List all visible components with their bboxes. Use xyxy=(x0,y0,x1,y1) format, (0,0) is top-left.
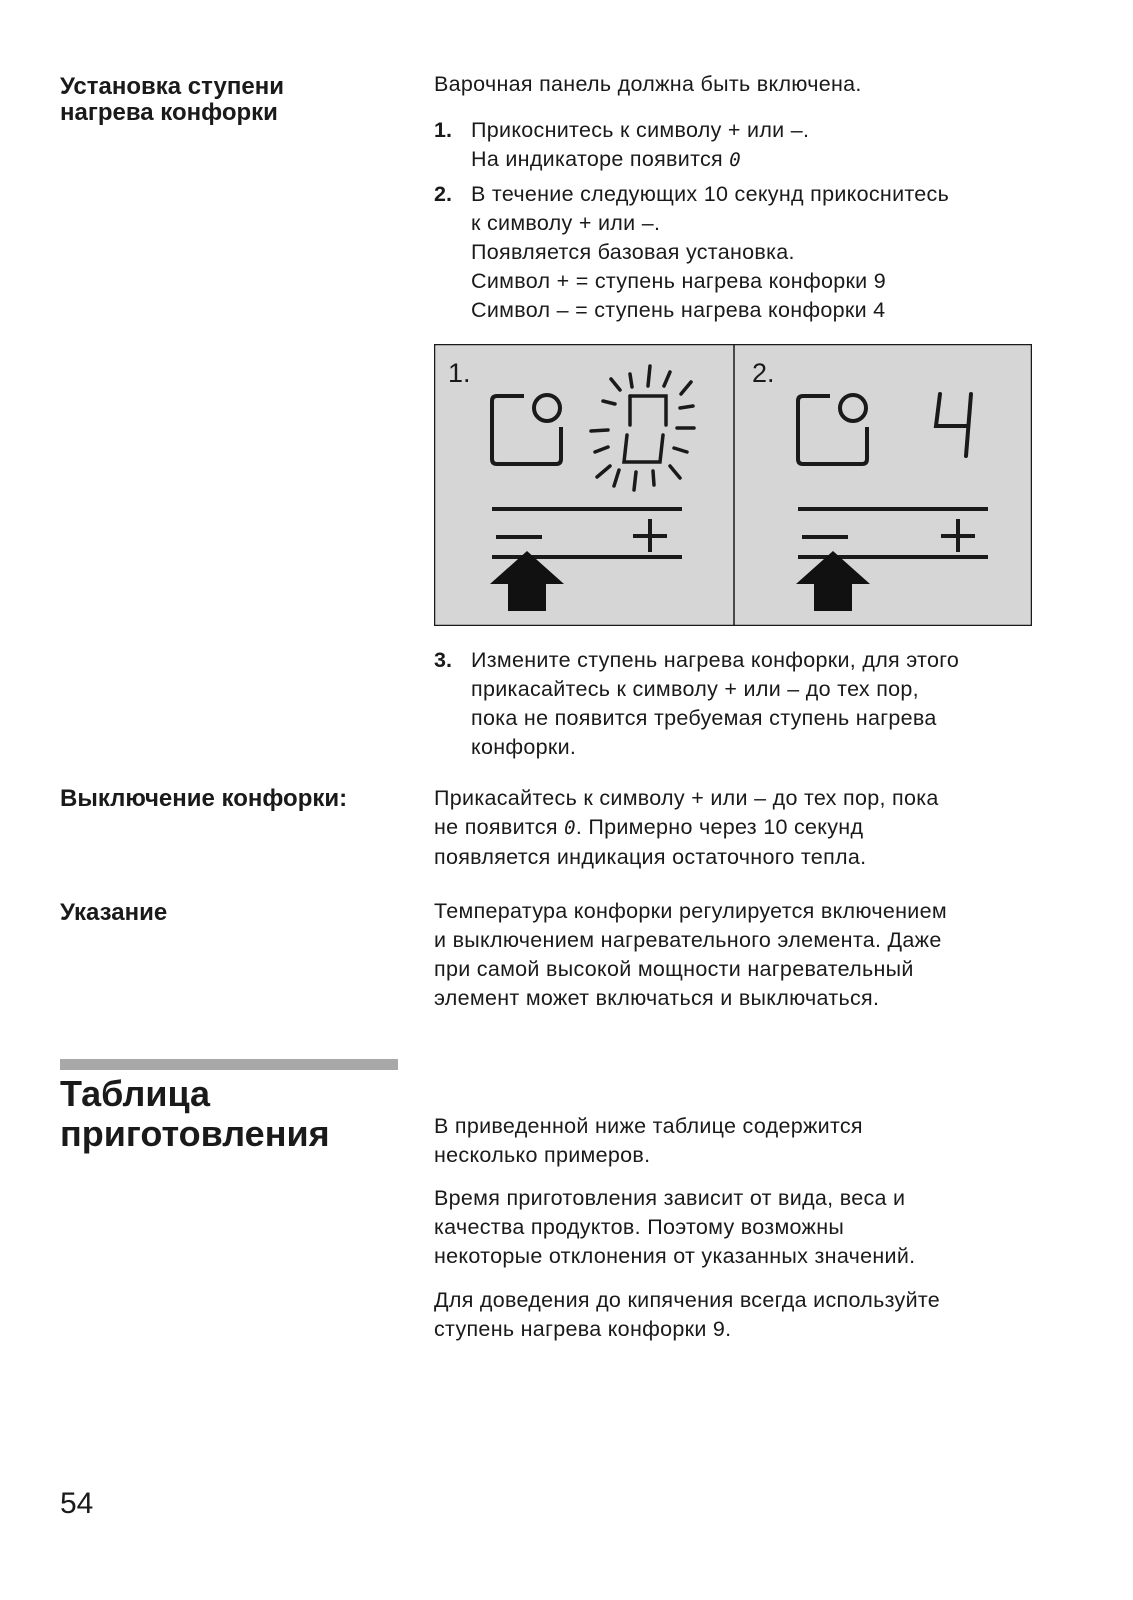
step-line: прикасайтесь к символу + или – до тех пор, xyxy=(471,677,919,701)
step-line: пока не появится требуемая ступень нагрева xyxy=(471,706,937,730)
step-number: 3. xyxy=(434,648,452,672)
step-line: конфорки. xyxy=(471,735,577,759)
step-number: 1. xyxy=(434,118,452,142)
title-line: приготовления xyxy=(60,1113,330,1154)
page-number: 54 xyxy=(60,1487,94,1520)
table-paragraph-1 xyxy=(434,1112,1074,1170)
control-panel-figure xyxy=(434,344,1032,626)
section-title-cooking-table xyxy=(60,1074,330,1154)
step-number: 2. xyxy=(434,182,452,206)
title-line: Таблица xyxy=(60,1073,211,1114)
heading-line: нагрева конфорки xyxy=(60,99,278,126)
heading-line: Установка ступени xyxy=(60,73,284,100)
table-paragraph-2 xyxy=(434,1184,1074,1271)
note-text xyxy=(434,897,1074,1013)
body-line: появляется индикация остаточного тепла. xyxy=(434,845,867,869)
step-line: Символ – = ступень нагрева конфорки 4 xyxy=(471,298,886,322)
body-line: некоторые отклонения от указанных значений. xyxy=(434,1244,916,1268)
body-line-text: . Примерно через 10 секунд xyxy=(575,815,864,839)
step-line xyxy=(471,145,1071,175)
body-line: несколько примеров. xyxy=(434,1143,651,1167)
body-line: Время приготовления зависит от вида, веса и xyxy=(434,1186,906,1210)
section-divider-bar xyxy=(60,1059,398,1070)
panel-label: 1. xyxy=(448,358,471,388)
body-line: при самой высокой мощности нагревательный xyxy=(434,957,914,981)
panel-label: 2. xyxy=(752,358,775,388)
step-line: Прикоснитесь к символу + или –. xyxy=(471,118,810,142)
step-2-text xyxy=(471,180,1071,325)
step-line: Измените ступень нагрева конфорки, для этого xyxy=(471,648,960,672)
body-line: элемент может включаться и выключаться. xyxy=(434,986,880,1010)
body-line: ступень нагрева конфорки 9. xyxy=(434,1317,732,1341)
body-line: качества продуктов. Поэтому возможны xyxy=(434,1215,845,1239)
body-line: Температура конфорки регулируется включением xyxy=(434,899,947,923)
step-line: к символу + или –. xyxy=(471,211,661,235)
body-line: Для доведения до кипячения всегда используйте xyxy=(434,1288,941,1312)
section-heading-heat-setting xyxy=(60,74,284,126)
section-heading-note: Указание xyxy=(60,899,168,926)
display-digit-symbol: 0 xyxy=(729,149,742,171)
step-line: В течение следующих 10 секунд прикоснитесь xyxy=(471,182,950,206)
body-line: В приведенной ниже таблице содержится xyxy=(434,1114,863,1138)
step-1-text xyxy=(471,116,1071,175)
section-heading-switch-off: Выключение конфорки: xyxy=(60,785,348,812)
step-line: Появляется базовая установка. xyxy=(471,240,795,264)
switch-off-text xyxy=(434,784,1074,872)
step-line-text: На индикаторе появится xyxy=(471,147,730,171)
body-line-text: не появится xyxy=(434,815,565,839)
step-line: Символ + = ступень нагрева конфорки 9 xyxy=(471,269,887,293)
body-line: Прикасайтесь к символу + или – до тех пор, пока xyxy=(434,786,939,810)
display-digit-symbol: 0 xyxy=(564,817,576,839)
step-3-text xyxy=(471,646,1071,762)
body-line: и выключением нагревательного элемента. Даже xyxy=(434,928,942,952)
table-paragraph-3 xyxy=(434,1286,1074,1344)
body-line xyxy=(434,813,1074,843)
intro-text: Варочная панель должна быть включена. xyxy=(434,72,862,96)
